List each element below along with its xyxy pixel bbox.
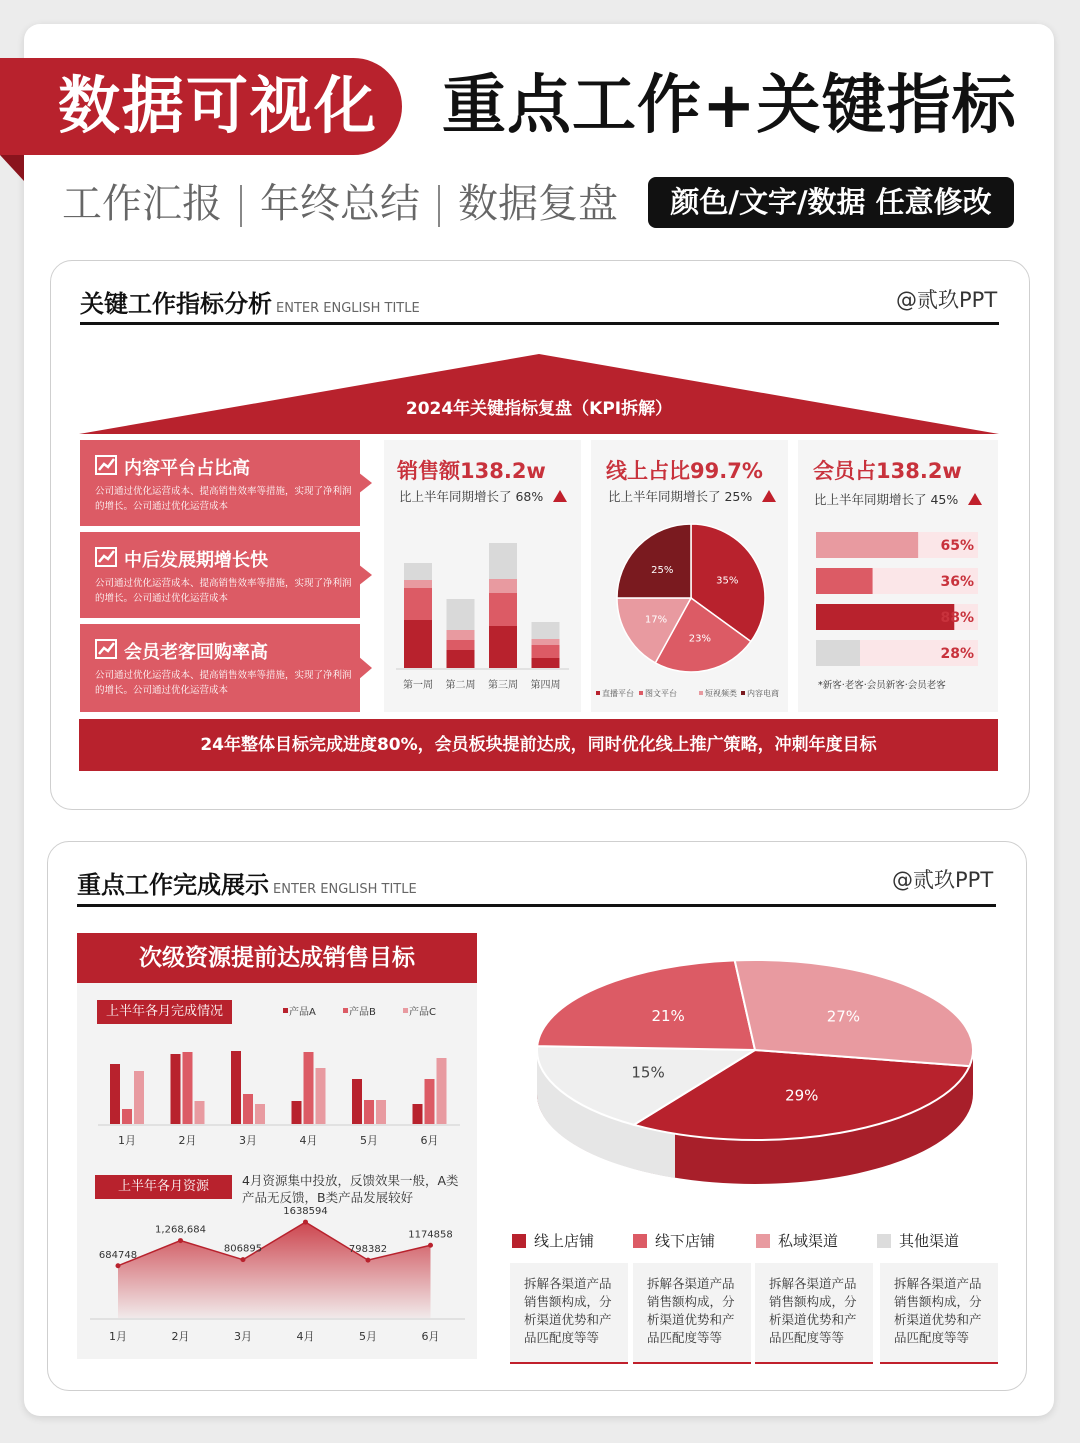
legend-offline-store [633, 1230, 715, 1251]
trend-chart-icon [95, 547, 117, 567]
divider [438, 185, 440, 227]
kpi-title: 销售额138.2w [397, 459, 546, 483]
divider [240, 185, 242, 227]
data-point [241, 1257, 246, 1262]
panel-title-rule [77, 904, 996, 907]
panel-title-en: ENTER ENGLISH TITLE [273, 882, 417, 897]
area-fill [118, 1222, 431, 1318]
left-item-desc: 公司通过优化运营成本、提高销售效率等措施，实现了净利润的增长。公司通过优化运营成本 [95, 670, 352, 696]
legend-swatch [403, 1008, 408, 1013]
resource-note: 4月资源集中投放，反馈效果一般，A类产品无反馈，B类产品发展较好 [242, 1173, 459, 1205]
left-item [80, 440, 360, 526]
legend-swatch [512, 1234, 526, 1248]
trend-chart-icon [95, 639, 117, 659]
tick-label: 1月 [118, 1134, 136, 1147]
kpi-sub-text: 比上半年同期增长了 68% [399, 489, 544, 504]
tick-label: 3月 [239, 1134, 257, 1147]
legend-label: 线下店铺 [655, 1232, 716, 1250]
tick-label: 第一周 [403, 680, 433, 691]
up-triangle-icon [553, 490, 567, 502]
trend-chart-icon [95, 455, 117, 475]
bar-segment [447, 599, 475, 630]
bar-fill [816, 532, 918, 558]
bar [304, 1052, 314, 1124]
legend-label: 直播平台 [602, 689, 634, 698]
bar-segment [404, 588, 432, 620]
bar-segment [532, 658, 560, 668]
kpi-sub-text: 比上半年同期增长了 45% [814, 492, 959, 507]
tick-label: 第二周 [445, 680, 476, 691]
bar [376, 1100, 386, 1124]
data-label: 798382 [348, 1244, 388, 1256]
slice-label: 23% [688, 633, 711, 645]
channel-desc-card [510, 1263, 628, 1364]
kpi-card-sales [384, 440, 581, 712]
slice-label: 15% [631, 1063, 665, 1082]
tick-label: 2月 [171, 1330, 190, 1343]
bar [171, 1054, 181, 1124]
legend-swatch [343, 1008, 348, 1013]
bar-value-label: 28% [940, 646, 974, 662]
panel-title-rule [80, 322, 999, 325]
data-point [428, 1243, 433, 1248]
legend-label: 产品B [349, 1007, 376, 1018]
pie-slice [617, 524, 691, 598]
tick-label: 4月 [296, 1330, 315, 1343]
bar-fill [816, 604, 954, 630]
legend-other-channel [877, 1230, 959, 1251]
panel-credit: @贰玖PPT [892, 868, 994, 892]
bar [110, 1064, 120, 1124]
left-item-desc: 公司通过优化运营成本、提高销售效率等措施，实现了净利润的增长。公司通过优化运营成本 [95, 578, 352, 604]
tick-label: 3月 [234, 1330, 252, 1343]
legend-label: 内容电商 [747, 689, 779, 698]
section-tag: 上半年各月资源 [95, 1175, 232, 1199]
left-item-desc: 公司通过优化运营成本、提高销售效率等措施，实现了净利润的增长。公司通过优化运营成本 [95, 486, 352, 512]
kpi-title: 会员占138.2w [813, 459, 962, 483]
bar [255, 1104, 265, 1124]
panel-title-text: 重点工作完成展示 [77, 871, 269, 899]
bar [437, 1058, 447, 1124]
panel-title [80, 284, 420, 319]
data-label: 1,268,684 [155, 1224, 206, 1236]
channel-desc-text: 拆解各渠道产品销售额构成，分析渠道优势和产品匹配度等等 [769, 1276, 857, 1345]
slice-label: 21% [651, 1006, 685, 1025]
bar-value-label: 65% [940, 538, 974, 554]
up-triangle-icon [762, 490, 776, 502]
bar-value-label: 36% [940, 574, 974, 590]
channel-3d-pie-chart [520, 930, 990, 1220]
bar [183, 1052, 193, 1124]
kpi-sub [608, 487, 776, 505]
tick-label: 第三周 [488, 680, 518, 691]
legend-online-store [512, 1230, 594, 1251]
data-point [366, 1258, 371, 1263]
legend-swatch [283, 1008, 288, 1013]
data-point [303, 1220, 308, 1225]
channel-desc-text: 拆解各渠道产品销售额构成，分析渠道优势和产品匹配度等等 [894, 1276, 982, 1345]
roof-title: 2024年关键指标复盘（KPI拆解） [405, 399, 673, 419]
bar [292, 1101, 302, 1124]
arrow-notches [358, 440, 374, 712]
bar-segment [489, 543, 517, 579]
left-item-title: 会员老客回购率高 [124, 642, 268, 663]
data-point [116, 1263, 121, 1268]
tick-label: 6月 [421, 1330, 440, 1343]
legend-swatch [633, 1234, 647, 1248]
channel-desc-card [633, 1263, 751, 1364]
bar-segment [532, 639, 560, 645]
left-item [80, 624, 360, 712]
bar-segment [489, 579, 517, 593]
tick-label: 第四周 [530, 680, 561, 691]
bar-segment [489, 593, 517, 626]
resource-area-chart [90, 1206, 470, 1352]
bar [316, 1068, 326, 1124]
bar-value-label: 88% [940, 610, 974, 626]
panel-credit: @贰玖PPT [896, 288, 998, 312]
tick-label: 5月 [360, 1134, 378, 1147]
bar-segment [447, 630, 475, 640]
bar-fill [816, 640, 860, 666]
up-triangle-icon [968, 493, 982, 505]
legend-label: 线上店铺 [534, 1232, 595, 1250]
bar-segment [404, 620, 432, 668]
panel-title [77, 865, 417, 900]
tick-label: 1月 [109, 1330, 127, 1343]
legend-swatch [639, 691, 643, 695]
bar [195, 1101, 205, 1124]
legend-label: 私域渠道 [778, 1232, 839, 1250]
tick-label: 5月 [359, 1330, 377, 1343]
slice-label: 27% [826, 1007, 861, 1026]
legend-swatch [596, 691, 600, 695]
section-tag: 上半年各月完成情况 [97, 1000, 232, 1024]
summary-bar: 24年整体目标完成进度80%，会员板块提前达成，同时优化线上推广策略，冲刺年度目标 [79, 719, 998, 771]
legend-swatch [699, 691, 703, 695]
weekly-stacked-bar-chart [384, 528, 581, 698]
kpi-card-member [798, 440, 998, 712]
bar-segment [404, 580, 432, 588]
bar [122, 1109, 132, 1124]
legend-private-channel [756, 1230, 838, 1251]
slice-label: 29% [785, 1086, 819, 1105]
data-label: 1174858 [408, 1229, 453, 1241]
kpi-sub-text: 比上半年同期增长了 25% [608, 489, 753, 504]
edit-pill: 颜色/文字/数据 任意修改 [648, 177, 1014, 228]
subtitle-item: 数据复盘 [458, 181, 618, 227]
data-label: 806895 [223, 1243, 263, 1255]
left-item [80, 532, 360, 618]
tick-label: 6月 [420, 1134, 439, 1147]
monthly-bar-chart [90, 998, 470, 1158]
legend-swatch [877, 1234, 891, 1248]
left-item-title: 内容平台占比高 [124, 458, 250, 479]
bar [425, 1079, 435, 1124]
slice-label: 35% [716, 575, 739, 587]
data-point [178, 1238, 183, 1243]
left-item-title: 中后发展期增长快 [124, 550, 268, 571]
bar-fill [816, 568, 873, 594]
kpi-title: 线上占比99.7% [606, 459, 763, 483]
legend-swatch [756, 1234, 770, 1248]
member-horizontal-bar-chart [798, 526, 998, 706]
bar [243, 1094, 253, 1124]
subtitle-item: 工作汇报 [62, 181, 222, 227]
banner-title: 数据可视化 [58, 69, 379, 142]
bar-segment [489, 626, 517, 668]
tick-label: 4月 [299, 1134, 318, 1147]
bar [364, 1100, 374, 1124]
chart-caption: *新客·老客·会员新客·会员老客 [818, 680, 946, 691]
banner-fold [0, 155, 24, 181]
legend-label: 短视频类 [705, 689, 737, 698]
platform-pie-chart [591, 510, 788, 700]
kpi-sub [399, 487, 567, 505]
bar [134, 1071, 144, 1124]
panel-title-text: 关键工作指标分析 [80, 290, 272, 318]
bar-segment [532, 645, 560, 658]
legend-label: 产品A [289, 1007, 316, 1018]
channel-desc-card [755, 1263, 873, 1364]
channel-desc-text: 拆解各渠道产品销售额构成，分析渠道优势和产品匹配度等等 [647, 1276, 735, 1345]
slice-label: 25% [651, 565, 674, 577]
subtitle-item: 年终总结 [260, 181, 420, 227]
data-label: 1638594 [283, 1206, 328, 1218]
legend-swatch [741, 691, 745, 695]
legend-label: 产品C [409, 1007, 436, 1018]
subtitle-line [62, 176, 618, 232]
legend-label: 其他渠道 [899, 1232, 960, 1250]
tick-label: 2月 [178, 1134, 197, 1147]
slice-label: 17% [644, 614, 668, 626]
data-label: 684748 [98, 1249, 138, 1261]
bar [413, 1104, 423, 1124]
bar [231, 1051, 241, 1124]
bar-segment [447, 650, 475, 668]
kpi-sub [814, 490, 982, 508]
bar-segment [404, 563, 432, 580]
headline: 重点工作+关键指标 [442, 69, 1017, 143]
channel-desc-text: 拆解各渠道产品销售额构成，分析渠道优势和产品匹配度等等 [524, 1276, 612, 1345]
channel-desc-card [880, 1263, 998, 1364]
legend-label: 图文平台 [645, 689, 677, 698]
bar-segment [447, 640, 475, 650]
pie-slice [537, 960, 755, 1050]
bar-segment [532, 622, 560, 639]
section-heading: 次级资源提前达成销售目标 [77, 933, 477, 983]
bar [352, 1079, 362, 1124]
kpi-card-online [591, 440, 788, 712]
panel-title-en: ENTER ENGLISH TITLE [276, 301, 420, 316]
